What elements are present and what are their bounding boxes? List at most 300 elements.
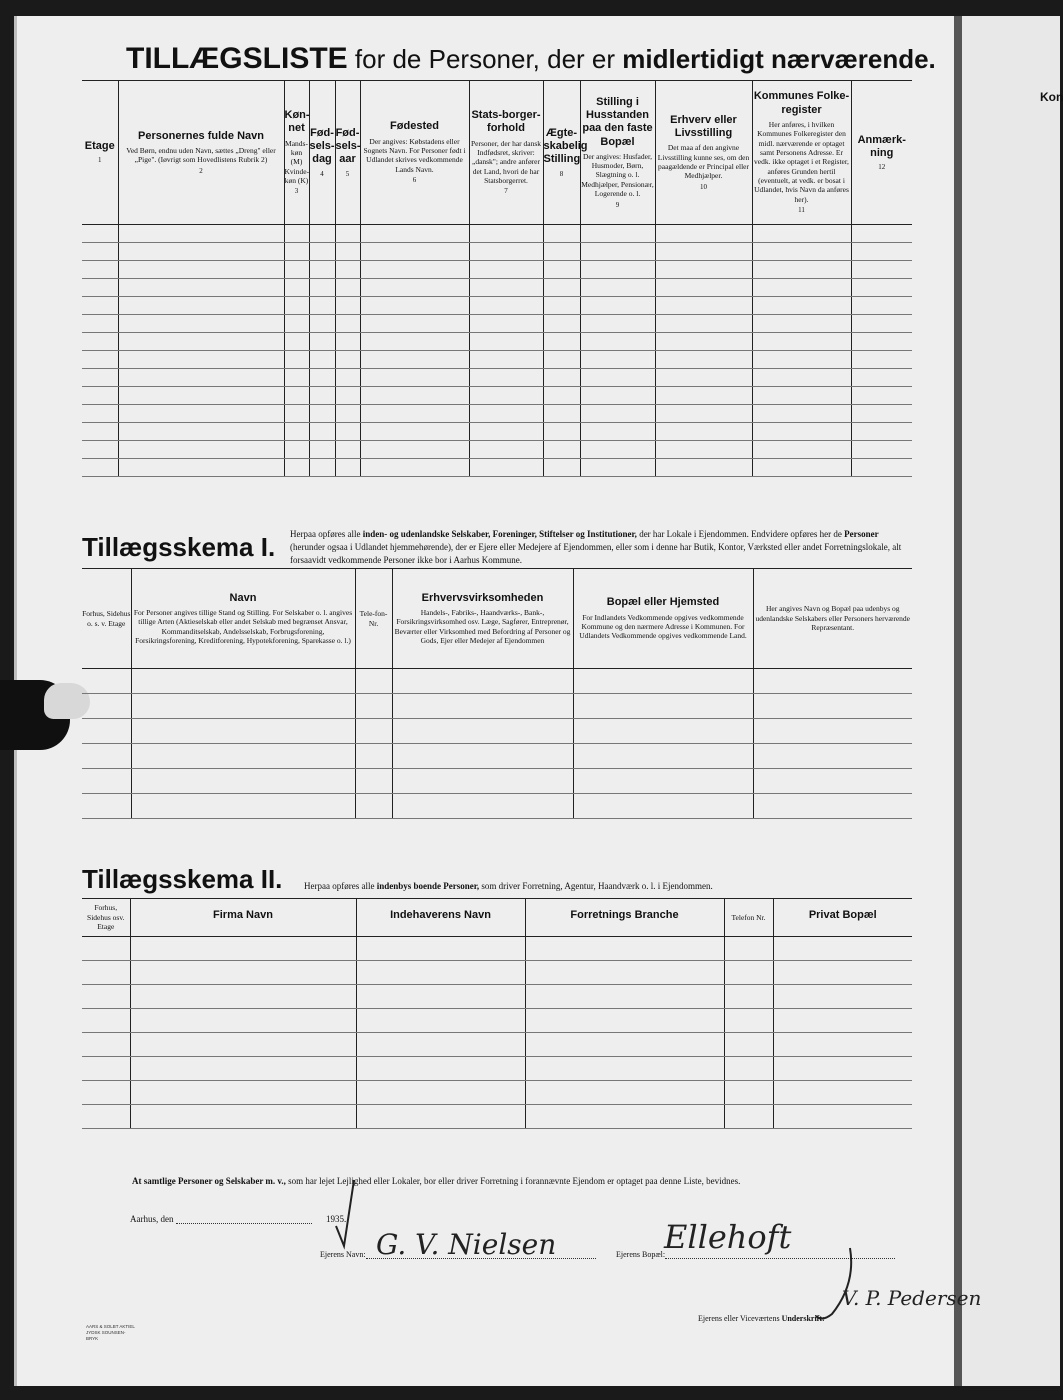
main-table-cell[interactable] [752,261,851,279]
main-table-cell[interactable] [335,315,360,333]
main-table-cell[interactable] [469,225,543,243]
main-table-cell[interactable] [469,297,543,315]
skema1-cell[interactable] [82,719,131,744]
main-table-header-3 [284,81,309,225]
main-table-cell[interactable] [309,315,335,333]
main-table-cell[interactable] [284,405,309,423]
main-table-cell[interactable] [580,351,655,369]
skema1-cell[interactable] [355,694,392,719]
main-table-cell[interactable] [118,225,284,243]
main-table-cell[interactable] [82,405,118,423]
main-table-cell[interactable] [851,225,912,243]
main-table-cell[interactable] [851,315,912,333]
main-table-cell[interactable] [335,459,360,477]
main-table-cell[interactable] [309,405,335,423]
main-table-cell[interactable] [82,225,118,243]
skema2-cell[interactable] [82,985,130,1009]
main-table-cell[interactable] [309,279,335,297]
skema1-cell[interactable] [131,694,355,719]
main-table-cell[interactable] [851,243,912,261]
main-table-cell[interactable] [655,333,752,351]
main-table-column-number: 1 [98,156,102,165]
main-table-cell[interactable] [309,261,335,279]
main-table-cell[interactable] [851,297,912,315]
main-table-cell[interactable] [543,279,580,297]
main-table-cell[interactable] [335,351,360,369]
skema1-cell[interactable] [392,694,573,719]
main-table-cell[interactable] [118,369,284,387]
main-table-column-number: 12 [878,162,886,171]
owner-name-label: Ejerens Navn: [320,1250,366,1259]
main-table-cell[interactable] [851,333,912,351]
main-table-cell[interactable] [851,369,912,387]
main-table-cell[interactable] [851,405,912,423]
skema2-cell[interactable] [525,1057,724,1081]
main-table-cell[interactable] [284,387,309,405]
main-table-cell[interactable] [655,387,752,405]
main-table-cell[interactable] [752,387,851,405]
main-table-cell[interactable] [309,243,335,261]
main-table-cell[interactable] [469,387,543,405]
skema2-cell[interactable] [356,985,525,1009]
main-table-column-number: 6 [412,176,417,185]
skema2-header-1 [82,899,130,937]
main-table-row [82,459,912,477]
main-table-cell[interactable] [82,261,118,279]
skema2-cell[interactable] [724,1057,773,1081]
main-table-cell[interactable] [752,279,851,297]
main-table-cell[interactable] [655,279,752,297]
main-table-cell[interactable] [469,279,543,297]
skema2-cell[interactable] [356,1033,525,1057]
main-table-cell[interactable] [335,279,360,297]
main-table-cell[interactable] [360,387,469,405]
main-table-cell[interactable] [580,423,655,441]
main-table-cell[interactable] [118,261,284,279]
main-table-cell[interactable] [335,225,360,243]
main-table-cell[interactable] [851,441,912,459]
title-part-2: for de Personer, der er [347,44,623,74]
main-table-cell[interactable] [469,405,543,423]
main-table-cell[interactable] [360,423,469,441]
skema2-cell[interactable] [356,961,525,985]
skema2-cell[interactable] [525,1033,724,1057]
main-table-cell[interactable] [82,351,118,369]
skema1-header-main: Bopæl eller Hjemsted [606,596,720,609]
skema2-cell[interactable] [130,937,356,961]
main-table-cell[interactable] [543,441,580,459]
skema2-cell[interactable] [130,1081,356,1105]
main-table-cell[interactable] [335,387,360,405]
skema2-cell[interactable] [525,985,724,1009]
main-table-cell[interactable] [851,387,912,405]
skema2-table [82,898,912,1129]
main-table-cell[interactable] [284,351,309,369]
main-table-cell[interactable] [580,333,655,351]
main-table-cell[interactable] [655,405,752,423]
main-table-cell[interactable] [118,315,284,333]
skema1-heading: Tillægsskema I. [82,532,276,562]
main-table-cell[interactable] [655,315,752,333]
main-table-cell[interactable] [309,387,335,405]
main-table-cell[interactable] [469,333,543,351]
main-table-column-number: 11 [798,206,805,215]
skema2-cell[interactable] [356,1057,525,1081]
main-table-cell[interactable] [543,387,580,405]
main-table-cell[interactable] [655,243,752,261]
skema2-cell[interactable] [525,937,724,961]
skema1-cell[interactable] [131,769,355,794]
skema1-cell[interactable] [131,719,355,744]
skema1-cell[interactable] [131,794,355,819]
skema1-cell[interactable] [82,794,131,819]
skema1-cell[interactable] [392,744,573,769]
skema2-cell[interactable] [724,937,773,961]
main-table-cell[interactable] [360,261,469,279]
main-table-cell[interactable] [118,333,284,351]
main-table-header-7 [469,81,543,225]
skema2-cell[interactable] [82,961,130,985]
skema1-cell[interactable] [82,744,131,769]
main-table-cell[interactable] [469,243,543,261]
main-table-cell[interactable] [82,315,118,333]
main-table-column-number: 9 [615,200,620,209]
skema1-cell[interactable] [753,694,912,719]
main-table-cell[interactable] [309,333,335,351]
main-table-cell[interactable] [309,297,335,315]
main-table-cell[interactable] [335,333,360,351]
main-table-cell[interactable] [752,423,851,441]
skema2-cell[interactable] [82,1009,130,1033]
skema1-cell[interactable] [355,794,392,819]
skema1-desc-b: inden- og udenlandske Selskaber, Foreninger, Stiftelser og Institutioner, [362,529,637,539]
main-table-header-6 [360,81,469,225]
main-table-cell[interactable] [580,279,655,297]
main-table-cell[interactable] [580,243,655,261]
main-table-cell[interactable] [543,225,580,243]
main-table-cell[interactable] [543,405,580,423]
footer-statement [132,1176,740,1186]
main-table-cell[interactable] [284,297,309,315]
skema1-cell[interactable] [392,719,573,744]
owner-addr-label: Ejerens Bopæl: [616,1250,666,1259]
main-table-header-sub: Personer, der har dansk Indfødsret, skriver: „dansk"; andre anfører det Land, hvori de har Statsborgerret. [470,138,542,186]
main-table-cell[interactable] [752,315,851,333]
skema1-cell[interactable] [131,669,355,694]
main-table-cell[interactable] [360,369,469,387]
skema2-cell[interactable] [773,1057,912,1081]
skema2-row [82,961,912,985]
skema1-cell[interactable] [392,769,573,794]
main-table-header-sub: Mands-køn (M) Kvinde-køn (K) [284,138,310,186]
main-table-cell[interactable] [851,279,912,297]
main-table-cell[interactable] [752,297,851,315]
main-table-cell[interactable] [284,369,309,387]
title-part-4: . [928,44,936,74]
main-table-cell[interactable] [118,423,284,441]
skema1-cell[interactable] [573,769,753,794]
main-table-cell[interactable] [655,423,752,441]
main-table-cell[interactable] [469,351,543,369]
skema1-cell[interactable] [82,769,131,794]
main-table-cell[interactable] [335,369,360,387]
skema1-cell[interactable] [753,744,912,769]
skema2-row [82,1009,912,1033]
skema2-cell[interactable] [724,1009,773,1033]
main-table-cell[interactable] [580,459,655,477]
main-table-cell[interactable] [335,261,360,279]
main-table-cell[interactable] [752,441,851,459]
main-person-table [82,80,912,477]
main-table-cell[interactable] [360,441,469,459]
skema1-cell[interactable] [753,794,912,819]
skema2-header-5 [724,899,773,937]
main-table-cell[interactable] [82,441,118,459]
skema1-cell[interactable] [82,669,131,694]
main-table-cell[interactable] [284,243,309,261]
skema1-cell[interactable] [131,744,355,769]
skema1-cell[interactable] [355,744,392,769]
main-table-cell[interactable] [118,243,284,261]
main-table-cell[interactable] [655,459,752,477]
skema1-cell[interactable] [753,769,912,794]
main-table-cell[interactable] [543,297,580,315]
main-table-cell[interactable] [655,225,752,243]
main-table-cell[interactable] [335,297,360,315]
skema2-cell[interactable] [356,1105,525,1129]
skema2-cell[interactable] [356,1081,525,1105]
main-table-cell[interactable] [469,459,543,477]
skema2-cell[interactable] [130,1105,356,1129]
skema1-cell[interactable] [573,719,753,744]
main-table-cell[interactable] [309,225,335,243]
skema2-cell[interactable] [773,1009,912,1033]
main-table-cell[interactable] [284,333,309,351]
skema2-cell[interactable] [773,1105,912,1129]
skema2-cell[interactable] [356,937,525,961]
skema2-cell[interactable] [130,1033,356,1057]
skema2-cell[interactable] [82,1105,130,1129]
main-table-cell[interactable] [580,225,655,243]
statement-rest: som har lejet Lejlighed eller Lokaler, bor eller driver Forretning i forannævnte Ejendom er optaget paa denne Liste, bevidnes. [285,1176,741,1186]
main-table-cell[interactable] [851,351,912,369]
skema2-cell[interactable] [773,937,912,961]
skema2-cell[interactable] [130,961,356,985]
main-table-cell[interactable] [851,423,912,441]
skema2-heading: Tillægsskema II. [82,864,283,894]
main-table-column-number: 4 [320,169,324,178]
skema2-cell[interactable] [356,1009,525,1033]
skema2-cell[interactable] [525,1081,724,1105]
date-line [130,1214,312,1224]
main-table-header-main: Køn-net [284,109,310,135]
main-table-cell[interactable] [82,369,118,387]
main-table-cell[interactable] [469,423,543,441]
skema1-desc-d: Personer [844,529,879,539]
main-table-cell[interactable] [580,405,655,423]
main-table-cell[interactable] [543,423,580,441]
main-table-cell[interactable] [284,423,309,441]
facing-page [962,16,1063,1386]
skema1-header-sub: Handels-, Fabriks-, Haandværks-, Bank-, Forsikringsvirksomhed osv. Læge, Sagfører, Entreprenør, Beværter eller Virksomhed med Befordring af Personer og Gods, Ejer eller Medejer af Ejendommen [394,607,571,645]
main-table-cell[interactable] [655,351,752,369]
skema2-cell[interactable] [82,937,130,961]
main-table-cell[interactable] [543,351,580,369]
skema1-cell[interactable] [753,669,912,694]
main-table-cell[interactable] [752,459,851,477]
skema1-header-4 [392,569,573,669]
skema2-cell[interactable] [724,1033,773,1057]
main-table-cell[interactable] [118,279,284,297]
skema1-header-sub: Her angives Navn og Bopæl paa udenbys og udenlandske Selskabers eller Personers herværende Repræsentant. [755,604,911,633]
skema1-cell[interactable] [753,719,912,744]
main-table-header-12 [851,81,912,225]
main-table-cell[interactable] [118,297,284,315]
skema2-cell[interactable] [724,1081,773,1105]
main-table-cell[interactable] [543,369,580,387]
main-table-header-main: Kommunes Folke-register [753,90,850,116]
main-table-cell[interactable] [469,369,543,387]
skema2-cell[interactable] [130,1009,356,1033]
main-table-cell[interactable] [118,387,284,405]
main-table-cell[interactable] [469,261,543,279]
skema2-cell[interactable] [525,1009,724,1033]
main-table-cell[interactable] [360,297,469,315]
main-table-cell[interactable] [655,441,752,459]
main-table-cell[interactable] [360,351,469,369]
skema1-cell[interactable] [355,769,392,794]
main-table-cell[interactable] [284,225,309,243]
main-table-cell[interactable] [360,225,469,243]
skema2-cell[interactable] [525,1105,724,1129]
skema2-cell[interactable] [525,961,724,985]
main-table-cell[interactable] [851,459,912,477]
main-table-cell[interactable] [543,243,580,261]
main-table-cell[interactable] [82,459,118,477]
main-table-cell[interactable] [752,369,851,387]
skema1-cell[interactable] [392,669,573,694]
main-table-cell[interactable] [580,261,655,279]
main-table-row [82,279,912,297]
skema1-cell[interactable] [355,669,392,694]
main-table-cell[interactable] [580,369,655,387]
main-table-cell[interactable] [580,315,655,333]
main-table-cell[interactable] [655,369,752,387]
main-table-cell[interactable] [82,243,118,261]
facing-page-fragment: Kon [1040,90,1063,104]
skema1-cell[interactable] [82,694,131,719]
main-table-cell[interactable] [284,315,309,333]
skema1-cell[interactable] [573,744,753,769]
main-table-cell[interactable] [309,351,335,369]
skema1-cell[interactable] [573,669,753,694]
main-table-cell[interactable] [851,261,912,279]
main-table-cell[interactable] [309,369,335,387]
skema2-header-sub: Forhus, Sidehus osv. Etage [87,903,125,932]
skema2-cell[interactable] [773,985,912,1009]
main-table-cell[interactable] [360,405,469,423]
skema2-cell[interactable] [724,961,773,985]
main-table-cell[interactable] [360,459,469,477]
main-table-cell[interactable] [309,423,335,441]
main-table-cell[interactable] [284,459,309,477]
main-table-cell[interactable] [118,405,284,423]
main-table-cell[interactable] [469,315,543,333]
main-table-cell[interactable] [580,297,655,315]
skema2-cell[interactable] [82,1057,130,1081]
main-table-cell[interactable] [543,261,580,279]
main-table-header-2 [118,81,284,225]
main-table-cell[interactable] [82,297,118,315]
main-table-header-sub: Der angives: Købstadens eller Sognets Navn. For Personer født i Udlandet skrives vedkommende Lands Navn. [363,136,466,174]
main-table-cell[interactable] [82,333,118,351]
main-table-cell[interactable] [284,279,309,297]
main-table-cell[interactable] [752,333,851,351]
main-table-cell[interactable] [752,351,851,369]
main-table-cell[interactable] [118,351,284,369]
skema1-header-main: Erhvervsvirksomheden [421,591,544,604]
main-table-cell[interactable] [543,459,580,477]
main-table-cell[interactable] [360,315,469,333]
main-table-cell[interactable] [82,423,118,441]
main-table-cell[interactable] [752,225,851,243]
main-table-cell[interactable] [82,387,118,405]
skema2-cell[interactable] [130,1057,356,1081]
skema1-cell[interactable] [573,794,753,819]
main-table-cell[interactable] [360,333,469,351]
skema2-cell[interactable] [773,1033,912,1057]
main-table-cell[interactable] [655,297,752,315]
main-table-cell[interactable] [82,279,118,297]
skema2-row [82,1105,912,1129]
main-table-cell[interactable] [580,387,655,405]
skema2-cell[interactable] [82,1081,130,1105]
main-table-cell[interactable] [360,243,469,261]
skema1-cell[interactable] [573,694,753,719]
main-table-cell[interactable] [335,243,360,261]
main-table-cell[interactable] [118,459,284,477]
main-table-cell[interactable] [752,243,851,261]
main-table-cell[interactable] [118,441,284,459]
main-table-cell[interactable] [580,441,655,459]
skema2-header-4 [525,899,724,937]
main-table-cell[interactable] [284,261,309,279]
main-table-cell[interactable] [655,261,752,279]
main-table-cell[interactable] [543,333,580,351]
skema2-cell[interactable] [130,985,356,1009]
main-table-cell[interactable] [752,405,851,423]
main-table-cell[interactable] [335,441,360,459]
main-table-cell[interactable] [335,405,360,423]
skema1-row [82,794,912,819]
main-table-cell[interactable] [284,441,309,459]
main-table-header-main: Anmærk-ning [857,133,906,159]
main-table-cell[interactable] [309,459,335,477]
skema2-cell[interactable] [773,961,912,985]
main-table-cell[interactable] [309,441,335,459]
main-table-cell[interactable] [335,423,360,441]
skema1-cell[interactable] [392,794,573,819]
skema2-cell[interactable] [724,1105,773,1129]
skema2-cell[interactable] [773,1081,912,1105]
skema2-cell[interactable] [82,1033,130,1057]
skema1-header-sub: Tele-fon-Nr. [359,609,388,628]
skema2-cell[interactable] [724,985,773,1009]
main-table-cell[interactable] [360,279,469,297]
skema1-cell[interactable] [355,719,392,744]
main-table-cell[interactable] [469,441,543,459]
main-table-cell[interactable] [543,315,580,333]
